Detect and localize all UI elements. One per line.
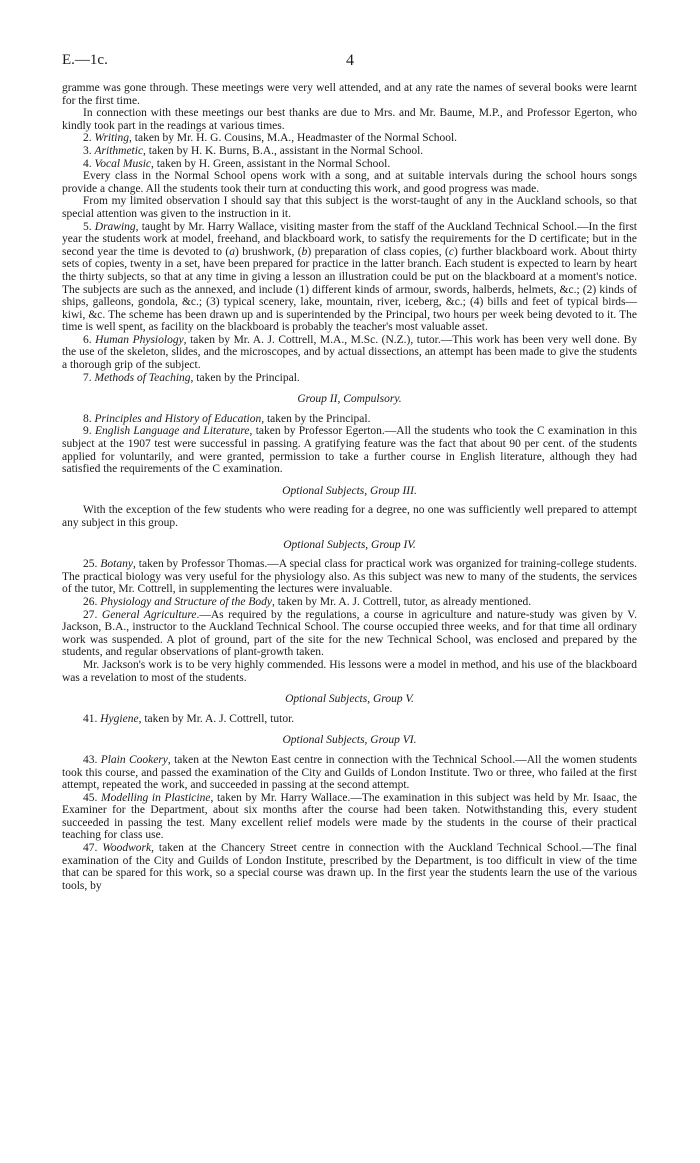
italic-text: General Agriculture <box>101 608 197 621</box>
italic-text: Physiology and Structure of the Body <box>100 595 272 608</box>
paragraph <box>62 754 637 792</box>
italic-text: b <box>301 245 308 258</box>
paragraph <box>62 792 637 842</box>
page-number: 4 <box>346 52 354 69</box>
paragraph <box>62 842 637 892</box>
text-run: ) preparation of class copies, ( <box>307 245 449 258</box>
paragraph <box>62 107 637 132</box>
paragraph <box>62 713 637 726</box>
text-run: 27. <box>83 608 102 621</box>
text-run: , taught by Mr. Harry Wallace, visiting master from the staff of the Auckland Technical School.—In the first year the students work at model, freehand, and blackboard work, to satisfy the requirements for the D certificate; but in the second year the time is devoted to ( <box>62 220 637 258</box>
text-run: 5. <box>83 220 95 233</box>
italic-text: Plain Cookery <box>100 753 168 766</box>
text-run: 43. <box>83 753 101 766</box>
text-run: 3. <box>83 144 95 157</box>
paragraph <box>62 596 637 609</box>
italic-text: Vocal Music <box>94 157 152 170</box>
italic-text: Hygiene <box>100 712 139 725</box>
text-run: , taken by Mr. A. J. Cottrell, tutor. <box>138 712 295 725</box>
paragraph <box>62 413 637 426</box>
text-run: From my limited observation I should say that this subject is the worst-taught of any in the Auckland schools, so that special attention was given to the instruction in it. <box>62 195 637 220</box>
italic-text: Human Physiology <box>95 333 184 346</box>
text-run: .—As required by the regulations, a course in agriculture and nature-study was given by V. Jackson, B.A., instructor to the Auckland Technical School. The course occupied three weeks, and for that time all ordinary work was suspended. A plot of ground, part of the site for the new Technical School, was enclosed and prepared by the students, and regular observations of plant-growth taken. <box>62 608 638 659</box>
text-run: , taken at the Chancery Street centre in connection with the Auckland Technical School.—The final examination of the City and Guilds of London Institute, prescribed by the Department, is too difficult in view of the time that can be spared for this work, so a special course was drawn up. In the first year the students learn the use of the various tools, by <box>62 842 637 892</box>
paragraph <box>62 221 637 334</box>
italic-text: c <box>448 245 454 258</box>
italic-text: Methods of Teaching <box>94 371 191 384</box>
text-run: 47. <box>83 842 103 855</box>
text-run: , taken by Mr. Harry Wallace.—The examination in this subject was held by Mr. Isaac, the Examiner for the Department, about six months after the course had been taken. Notwithstanding this, every student succeeded in passing the test. Many excellent relief models were made by the students in the course of their practical teaching for class use. <box>62 791 637 842</box>
text-run: 6. <box>83 333 96 346</box>
italic-text: Writing <box>94 132 130 145</box>
paragraph <box>62 132 637 145</box>
text-run: , taken by Mr. A. J. Cottrell, tutor, as already mentioned. <box>271 595 532 608</box>
text-run: With the exception of the few students who were reading for a degree, no one was sufficiently well prepared to attempt any subject in this group. <box>62 504 637 529</box>
text-run: 9. <box>83 425 95 438</box>
paragraph <box>62 558 637 596</box>
section-heading: Group II, Compulsory. <box>297 393 402 406</box>
paragraph <box>62 609 637 659</box>
section-heading: Optional Subjects, Group VI. <box>282 734 417 747</box>
document-body <box>62 82 637 892</box>
text-run: 4. <box>83 157 95 170</box>
text-run: ) further blackboard work. About thirty sets of copies, twenty in a set, have been prepared for practice in the latter branch. Each student is expected to learn by heart the thirty subjects, so that at any time in giving a lesson an illustration could be put on the blackboard at a moment's notice. The subjects are such as the annexed, and include (1) different kinds of armour, swords, halberds, helmets, &c.; (2) kinds of ships, galleons, gondola, &c.; (3) typical scenery, lake, mountain, river, iceberg, &c.; (4) bills and feet of typical birds—kiwi, &c. The scheme has been drawn up and is superintended by the Principal, two hours per week being devoted to it. The time is well spent, as facility on the blackboard is probably the teacher's most valuable asset. <box>62 245 637 334</box>
paragraph <box>62 504 637 529</box>
italic-text: a <box>229 245 235 258</box>
paragraph <box>62 372 637 385</box>
italic-text: English Language and Literature <box>94 425 250 438</box>
paragraph <box>62 145 637 158</box>
text-run: , taken by H. Green, assistant in the Normal School. <box>151 157 391 170</box>
document-reference: E.—1c. <box>62 52 108 68</box>
text-run: 2. <box>83 132 95 145</box>
section-heading: Optional Subjects, Group III. <box>282 484 417 497</box>
text-run: , taken by Mr. A. J. Cottrell, M.A., M.Sc. (N.Z.), tutor.—This work has been very well done. By the use of the skeleton, slides, and the microscopes, and by actual dissections, an attempt has been made to give the students a thorough grip of the subject. <box>62 333 637 372</box>
text-run: , taken by H. K. Burns, B.A., assistant in the Normal School. <box>143 144 424 157</box>
text-run: ) brushwork, ( <box>235 245 302 258</box>
text-run: , taken by the Principal. <box>261 412 371 425</box>
italic-text: Botany <box>100 558 133 571</box>
text-run: gramme was gone through. These meetings were very well attended, and at any rate the names of several books were learnt for the first time. <box>62 82 637 107</box>
section-heading: Optional Subjects, Group V. <box>285 693 414 706</box>
paragraph <box>62 659 637 684</box>
text-run: 45. <box>83 791 101 804</box>
italic-text: Modelling in Plasticine <box>101 791 211 804</box>
paragraph <box>62 82 637 107</box>
paragraph <box>62 158 637 171</box>
page-header <box>62 52 638 72</box>
text-run: , taken by Mr. H. G. Cousins, M.A., Headmaster of the Normal School. <box>129 132 458 145</box>
text-run: , taken by Professor Thomas.—A special class for practical work was organized for training-college students. The practical biology was very useful for the physiology also. As this subject was new to many of the students, the services of the tutor, Mr. Cottrell, in supplementing the lectures were invaluable. <box>62 558 637 596</box>
text-run: , taken by Professor Egerton.—All the students who took the C examination in this subject at the 1907 test were successful in passing. A gratifying feature was the fact that about 90 per cent. of the students applied for voluntarily, and were granted, permission to take a further course in English literature, although they had satisfied the requirements of the C examination. <box>62 425 638 476</box>
text-run: In connection with these meetings our best thanks are due to Mrs. and Mr. Baume, M.P., and Professor Egerton, who kindly took part in the readings at various times. <box>62 107 637 132</box>
italic-text: Woodwork <box>102 842 152 855</box>
paragraph <box>62 170 637 195</box>
text-run: Mr. Jackson's work is to be very highly commended. His lessons were a model in method, and his use of the blackboard was a revelation to most of the students. <box>62 658 637 684</box>
paragraph <box>62 425 637 475</box>
paragraph <box>62 195 637 220</box>
text-run: 25. <box>83 558 101 571</box>
section-heading: Optional Subjects, Group IV. <box>283 538 416 551</box>
text-run: 26. <box>83 595 101 608</box>
italic-text: Drawing <box>94 220 136 233</box>
text-run: , taken by the Principal. <box>190 371 300 384</box>
text-run: Every class in the Normal School opens work with a song, and at suitable intervals during the school hours songs provide a change. All the students took their turn at conducting this work, and good progress was made. <box>62 170 637 195</box>
italic-text: Principles and History of Education <box>94 412 262 425</box>
text-run: 8. <box>83 412 95 425</box>
text-run: , taken at the Newton East centre in connection with the Technical School.—All the women students took this course, and passed the examination of the City and Guilds of London Institute. Two or three, who failed at the first attempt, repeated the work, and succeeded in passing at the second attempt. <box>62 753 637 792</box>
text-run: 7. <box>83 371 95 384</box>
italic-text: Arithmetic <box>94 144 144 157</box>
paragraph <box>62 334 637 372</box>
text-run: 41. <box>83 712 101 725</box>
